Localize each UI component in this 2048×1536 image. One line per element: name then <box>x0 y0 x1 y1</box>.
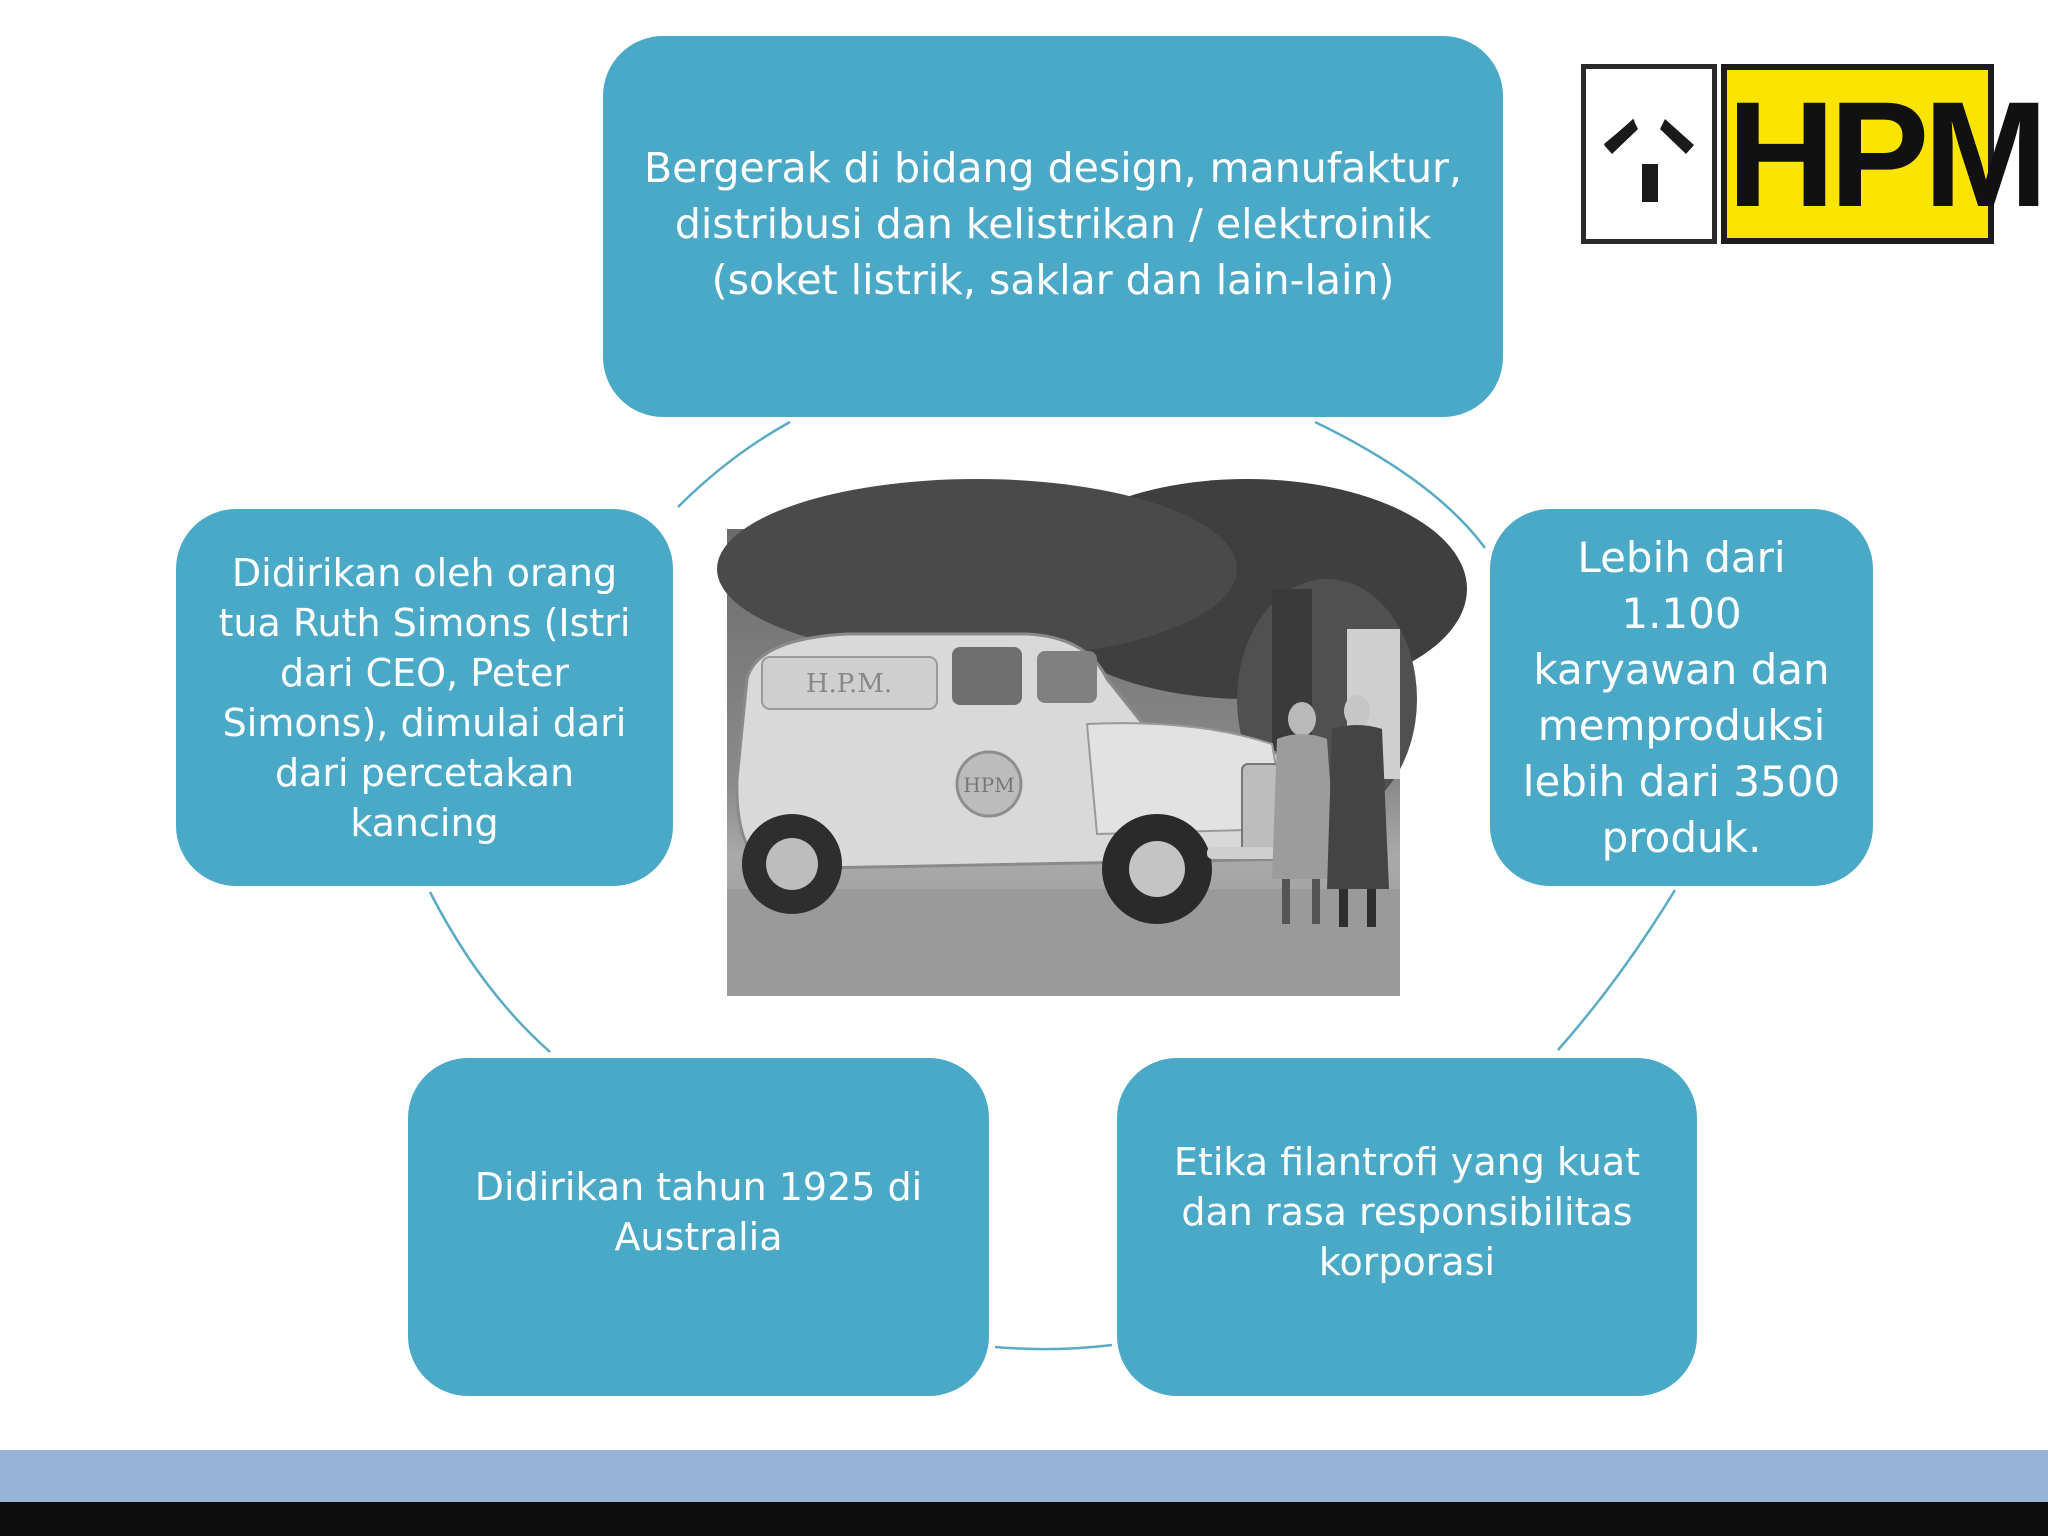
cycle-node-bottom-left <box>408 1058 989 1396</box>
node-left-line-1: Didirikan oleh orang <box>231 550 618 595</box>
connector-bottom <box>995 1345 1112 1349</box>
cycle-node-left <box>176 509 673 886</box>
node-right-line-4: memproduksi <box>1537 700 1826 750</box>
connector-top-left <box>678 422 790 507</box>
node-right-line-3: karyawan dan <box>1533 644 1830 694</box>
historic-van-photo <box>727 529 1400 996</box>
node-top-line-1: Bergerak di bidang design, manufaktur, <box>644 144 1462 192</box>
node-bottom-right-line-1: Etika filantrofi yang kuat <box>1173 1140 1641 1184</box>
node-top-line-3: (soket listrik, saklar dan lain-lain) <box>711 256 1395 304</box>
van-lettering: H.P.M. <box>805 669 893 699</box>
cycle-node-top <box>603 36 1503 417</box>
node-bottom-left-line-2: Australia <box>614 1215 783 1259</box>
node-right-line-1: Lebih dari <box>1577 532 1786 582</box>
footer-band <box>0 1450 2048 1502</box>
node-left-line-4: Simons), dimulai dari <box>222 700 627 745</box>
node-top-line-2: distribusi dan kelistrikan / elektroinik <box>674 200 1432 248</box>
connector-right-bottom <box>1558 890 1675 1050</box>
cycle-node-right <box>1490 509 1873 886</box>
hpm-house-mark-icon <box>1581 64 1717 244</box>
node-right-line-2: 1.100 <box>1621 588 1742 638</box>
node-bottom-left-line-1: Didirikan tahun 1925 di <box>474 1165 923 1209</box>
van-emblem: HPM <box>963 773 1015 797</box>
node-left-line-2: tua Ruth Simons (Istri <box>218 600 631 645</box>
footer-bottom-bar <box>0 1502 2048 1536</box>
node-bottom-right-line-3: korporasi <box>1318 1240 1496 1284</box>
node-right-line-6: produk. <box>1601 812 1762 862</box>
node-left-line-5: dari percetakan kancing <box>274 750 575 845</box>
cycle-node-bottom-right <box>1117 1058 1697 1396</box>
node-bottom-right-line-2: dan rasa responsibilitas <box>1181 1190 1633 1234</box>
node-right-line-5: lebih dari 3500 <box>1522 756 1841 806</box>
node-left-line-3: dari CEO, Peter <box>279 650 570 695</box>
van-photo-illustration <box>727 529 1400 996</box>
hpm-logo-text: HPM <box>1727 70 2043 238</box>
connector-left-bottom <box>430 892 550 1052</box>
hpm-logo <box>1581 64 2043 244</box>
